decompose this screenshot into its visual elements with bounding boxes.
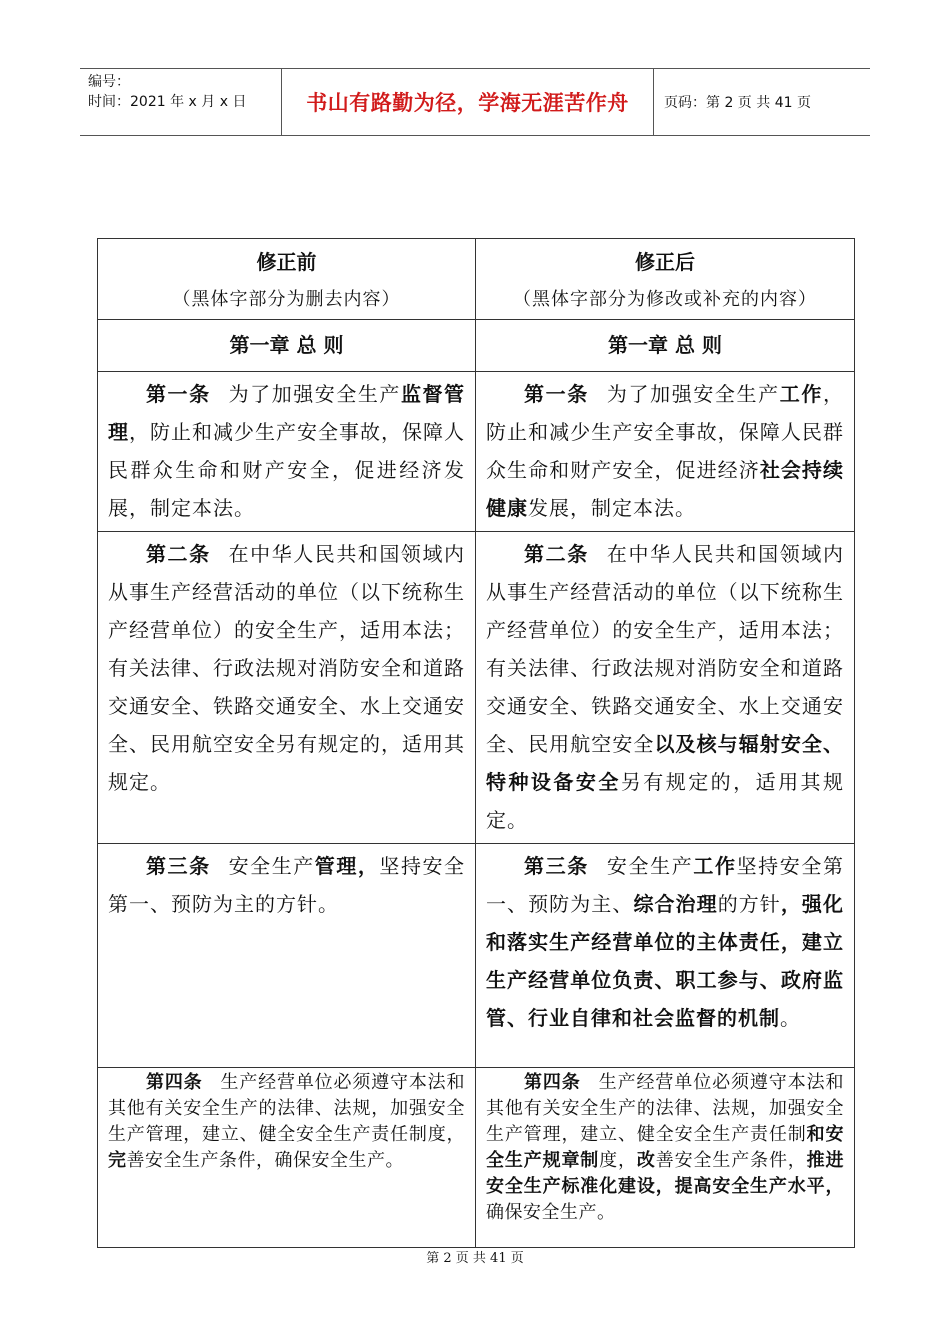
article-label: 第一条 [146,382,211,406]
article-text: 坚持安全第一、预防为主、 [486,854,845,916]
article-text: 坚持安全第一、预防为主的方针。 [108,854,466,916]
deleted-text: 管理， [314,854,380,878]
article-text: 安全生产 [228,854,315,878]
header-page-code: 页码：第 2 页 共 41 页 [664,95,811,111]
article-text: 善安全生产条件，确保安全生产。 [126,1150,404,1171]
article-text: 的方针 [717,892,781,916]
article-text: 度， [599,1150,637,1171]
article-text: 生产经营单位必须遵守本法和其他有关安全生产的法律、法规，加强安全生产管理，建立、健全安全生产责任制 [486,1072,845,1145]
amended-text: 和安全生产规章制 [486,1124,845,1171]
article-label: 第一条 [524,382,589,406]
amended-text: 改 [636,1150,656,1171]
article-text: ，防止和减少生产安全事故，保障人民群众生命和财产安全，促进经济 [486,382,845,482]
table-row [98,372,855,532]
article-label: 第三条 [524,854,589,878]
article-text: 安全生产 [606,854,694,878]
article-text: ，防止和减少生产安全事故，保障人民群众生命和财产安全，促进经济发展，制定本法。 [108,420,465,520]
deleted-text: 完 [108,1150,127,1171]
right-head-title: 修正后 [635,250,695,274]
comparison-table [97,238,855,1248]
article-text: 为了加强安全生产 [228,382,401,406]
article-label: 第二条 [524,542,589,566]
left-head-note: （黑体字部分为删去内容） [172,289,401,310]
time-label: 时间：2021 年 x 月 x 日 [88,94,247,110]
article-text: 发展，制定本法。 [528,496,696,520]
right-column-header [476,239,855,320]
article-4-before [98,1068,476,1248]
right-head-note: （黑体字部分为修改或补充的内容） [513,289,817,310]
article-text: 生产经营单位必须遵守本法和其他有关安全生产的法律、法规，加强安全生产管理，建立、健全安全生产责任制度， [108,1072,465,1145]
article-1-before [98,372,476,532]
header-meta [80,69,282,135]
article-label: 第四条 [146,1072,203,1093]
amended-text: 综合治理 [633,892,718,916]
article-3-before [98,844,476,1068]
article-label: 第四条 [524,1072,581,1093]
amended-text: 工作 [693,854,737,878]
amended-text: 推进安全生产标准化建设，提高安全生产水平， [486,1150,845,1197]
article-label: 第三条 [146,854,211,878]
article-1-after [476,372,855,532]
article-label: 第二条 [146,542,211,566]
header-motto: 书山有路勤为径，学海无涯苦作舟 [282,69,654,135]
document-header [80,68,870,136]
chapter-right: 第一章 总 则 [476,320,855,372]
amended-text: 工作 [779,382,824,406]
article-text: 。 [780,1006,801,1030]
article-2-after [476,532,855,844]
page-footer: 第 2 页 共 41 页 [426,1251,524,1266]
chapter-row [98,320,855,372]
article-text: 另有规定的，适用其规定。 [486,770,845,832]
deleted-text: 监督管理 [108,382,466,444]
article-text: 在中华人民共和国领域内从事生产经营活动的单位（以下统称生产经营单位）的安全生产，适用本法；有关法律、行政法规对消防安全和道路交通安全、铁路交通安全、水上交通安全、民用航空安全另有规定的，适用其规定。 [108,542,466,794]
amended-text: 以及核与辐射安全、特种设备安全 [486,732,844,794]
number-label: 编号： [88,74,130,90]
left-column-header [98,239,476,320]
column-header-row [98,239,855,320]
left-head-title: 修正前 [256,250,317,274]
article-2-before [98,532,476,844]
article-text: 为了加强安全生产 [606,382,780,406]
amended-text: ，强化和落实生产经营单位的主体责任，建立生产经营单位负责、职工参与、政府监管、行业自律和社会监督的机制 [486,892,844,1030]
article-text: 确保安全生产。 [486,1202,616,1223]
table-row [98,844,855,1068]
article-text: 在中华人民共和国领域内从事生产经营活动的单位（以下统称生产经营单位）的安全生产，适用本法；有关法律、行政法规对消防安全和道路交通安全、铁路交通安全、水上交通安全、民用航空安全 [486,542,845,756]
amended-text: 社会持续健康 [486,458,844,520]
chapter-left: 第一章 总 则 [98,320,476,372]
article-4-after [476,1068,855,1248]
table-row [98,532,855,844]
table-row [98,1068,855,1248]
article-text: 善安全生产条件， [655,1150,807,1171]
article-3-after [476,844,855,1068]
